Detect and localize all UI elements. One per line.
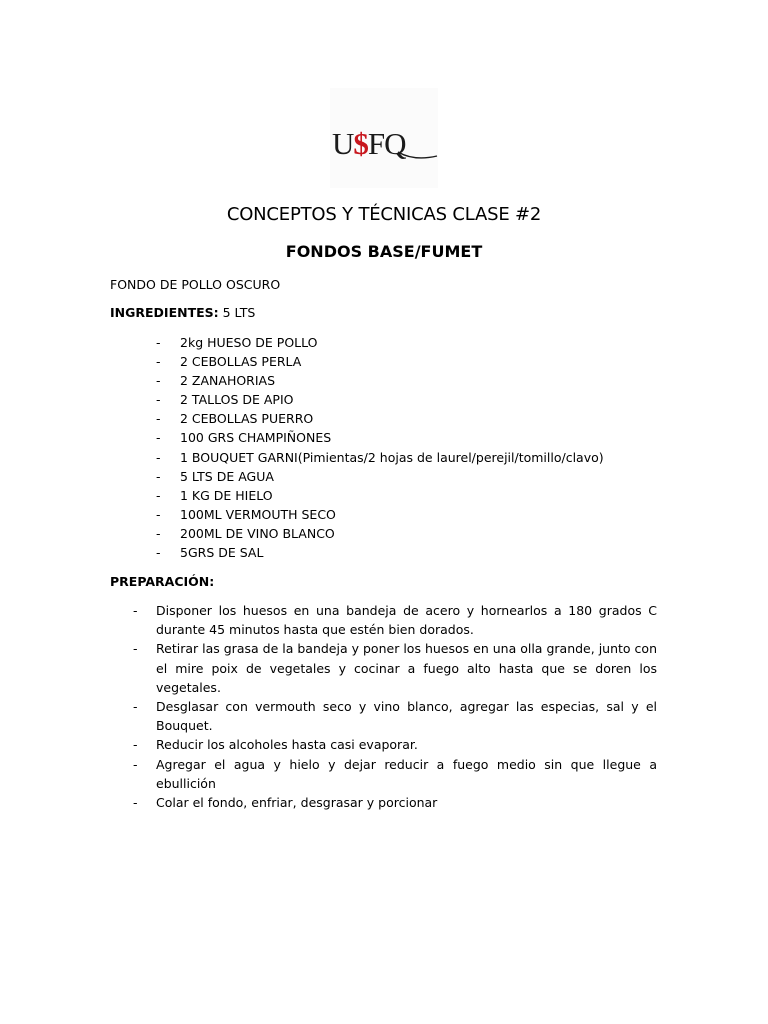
- ingredient-text: 100 GRS CHAMPIÑONES: [180, 430, 332, 446]
- bullet-dash: -: [156, 506, 161, 522]
- bullet-dash: -: [156, 468, 161, 484]
- ingredient-text: 1 BOUQUET GARNI(Pimientas/2 hojas de laurel/perejil/tomillo/clavo): [180, 449, 604, 465]
- logo-letters-fq: FQ: [367, 126, 406, 161]
- bullet-dash: -: [156, 449, 161, 465]
- ingredients-yield: 5 LTS: [222, 305, 256, 320]
- step-item: [133, 793, 657, 812]
- ingredient-text: 2kg HUESO DE POLLO: [180, 335, 318, 350]
- bullet-dash: -: [156, 411, 161, 427]
- step-item: [133, 601, 657, 639]
- bullet-dash: -: [156, 545, 161, 561]
- ingredient-text: 2 ZANAHORIAS: [180, 373, 276, 389]
- bullet-dash: -: [156, 430, 161, 446]
- ingredients-heading: [110, 304, 255, 321]
- bullet-dash: -: [133, 795, 138, 811]
- bullet-dash: -: [133, 603, 138, 618]
- recipe-name: FONDO DE POLLO OSCURO: [110, 277, 281, 292]
- bullet-dash: -: [156, 525, 161, 541]
- ingredient-text: 5GRS DE SAL: [180, 545, 264, 561]
- ingredient-text: 1 KG DE HIELO: [180, 487, 273, 503]
- step-text: Retirar las grasa de la bandeja y poner los huesos en una olla grande, junto con el mire poix de vegetales y cocinar a fuego alto hasta que se doren los vegetales.: [156, 641, 657, 695]
- bullet-dash: -: [133, 737, 138, 753]
- bullet-dash: -: [133, 641, 138, 657]
- logo-dragon-s: $: [353, 126, 368, 161]
- logo-wordmark: [332, 126, 438, 162]
- step-item: [133, 697, 657, 735]
- bullet-dash: -: [156, 335, 161, 350]
- ingredients-label: INGREDIENTES:: [110, 305, 219, 320]
- bullet-dash: -: [156, 392, 161, 408]
- bullet-dash: -: [133, 699, 138, 715]
- page-title: CONCEPTOS Y TÉCNICAS CLASE #2: [226, 204, 542, 225]
- ingredient-text: 5 LTS DE AGUA: [180, 468, 274, 484]
- step-text: Colar el fondo, enfriar, desgrasar y porcionar: [156, 795, 438, 811]
- step-text: Reducir los alcoholes hasta casi evaporar.: [156, 737, 418, 753]
- ingredient-text: 2 CEBOLLAS PUERRO: [180, 411, 314, 427]
- ingredient-text: 2 CEBOLLAS PERLA: [180, 354, 302, 370]
- bullet-dash: -: [156, 354, 161, 370]
- logo-swash-icon: [396, 150, 438, 160]
- step-item: [133, 639, 657, 697]
- step-item: [133, 735, 657, 754]
- ingredient-text: 2 TALLOS DE APIO: [180, 392, 294, 408]
- logo-letter-u: U: [332, 126, 354, 161]
- usfq-logo: [330, 88, 438, 188]
- step-text: Desglasar con vermouth seco y vino blanco, agregar las especias, sal y el Bouquet.: [156, 699, 657, 734]
- page-subtitle: FONDOS BASE/FUMET: [285, 242, 483, 261]
- step-text: Agregar el agua y hielo y dejar reducir a fuego medio sin que llegue a ebullición: [156, 756, 657, 791]
- preparation-steps: [133, 601, 657, 812]
- step-text: Disponer los huesos en una bandeja de acero y hornearlos a 180 grados C durante 45 minutos hasta que estén bien dorados.: [156, 603, 657, 638]
- bullet-dash: -: [133, 756, 138, 772]
- ingredient-text: 200ML DE VINO BLANCO: [180, 525, 335, 541]
- bullet-dash: -: [156, 487, 161, 503]
- step-item: [133, 755, 657, 793]
- preparation-heading: PREPARACIÓN:: [110, 574, 215, 589]
- bullet-dash: -: [156, 373, 161, 389]
- ingredient-text: 100ML VERMOUTH SECO: [180, 506, 336, 522]
